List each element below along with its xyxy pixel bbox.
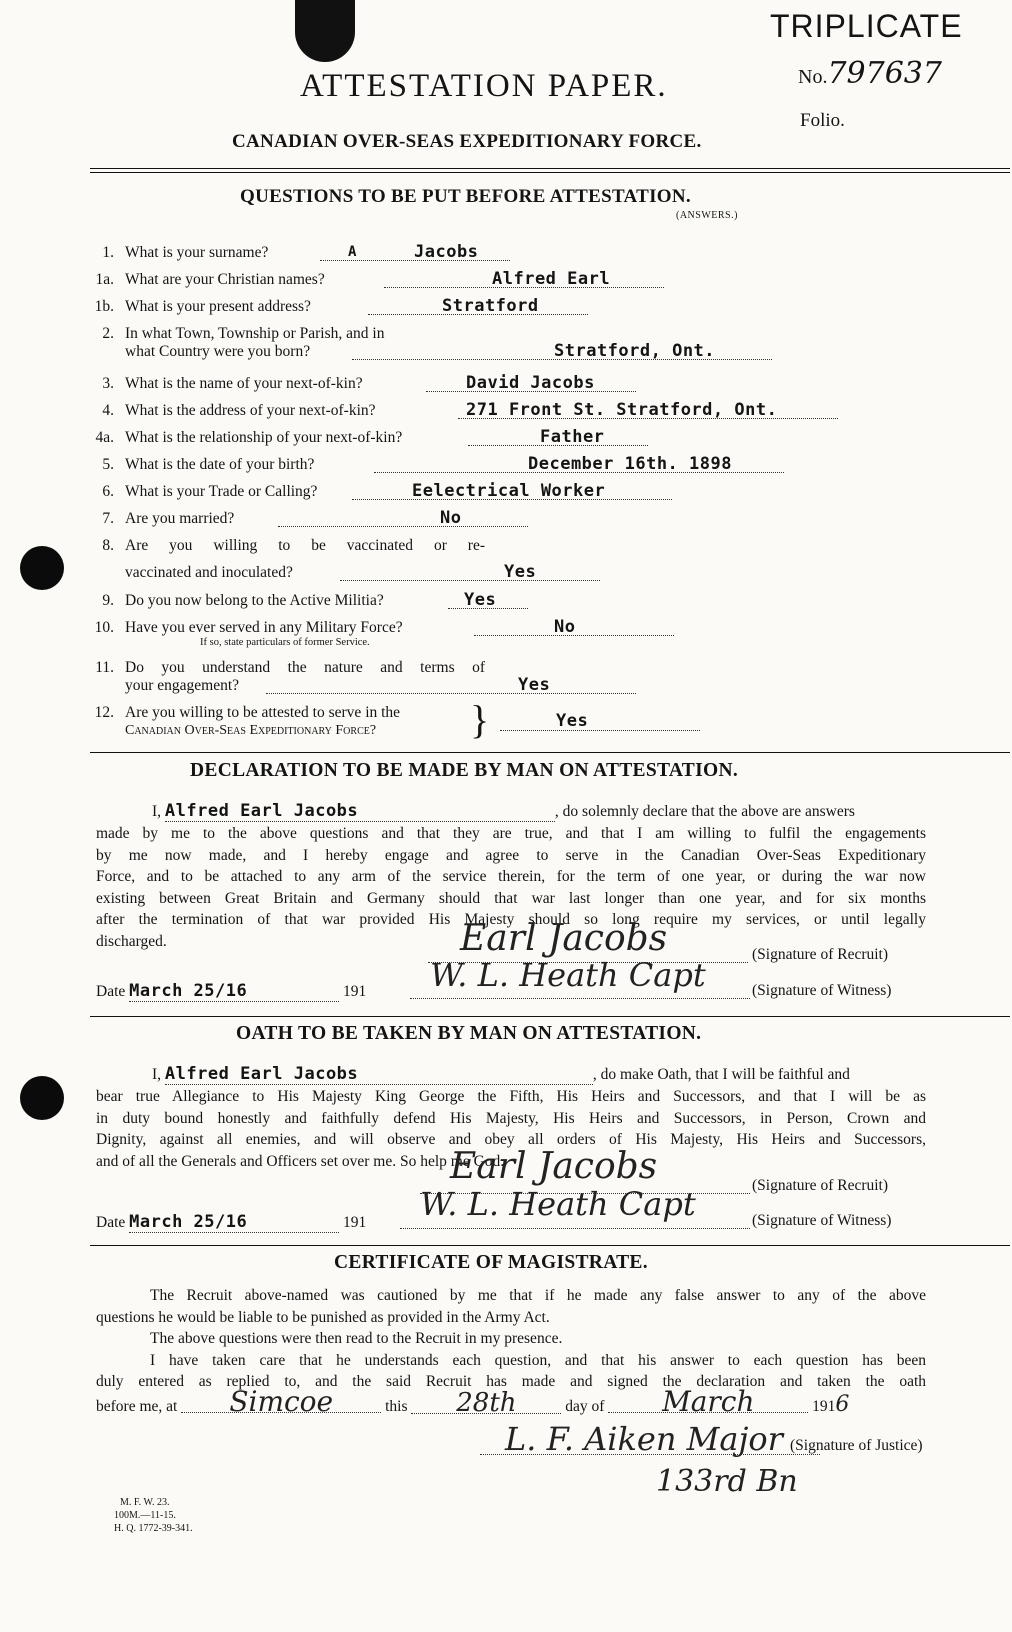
- recruit-signature: Earl Jacobs: [460, 918, 668, 959]
- oath-line: bear true Allegiance to His Majesty King George the Fifth, His Heirs and Successors, and that I will be as: [96, 1088, 926, 1105]
- question-number: 11.: [95, 659, 114, 676]
- answer-willing-to-serve: Yes: [556, 711, 589, 731]
- question-text: What is your Trade or Calling?: [125, 483, 318, 500]
- witness-signature: W. L. Heath Capt: [430, 956, 706, 994]
- section-rule: [90, 1245, 1010, 1246]
- question-text: What is your surname?: [125, 244, 269, 261]
- dotted-line: [500, 730, 700, 731]
- oath-line: Dignity, against all enemies, and will observe and obey all orders of His Majesty, His Heirs and Successors,: [96, 1131, 926, 1148]
- declaration-line: made by me to the above questions and that they are true, and that I am willing to fulfil the engagements: [96, 825, 926, 842]
- form-code: [114, 1496, 193, 1535]
- certificate-place-line: [96, 1385, 850, 1418]
- day-value: 28th: [411, 1393, 561, 1414]
- regimental-number: [798, 56, 942, 91]
- answer-birth-date: December 16th. 1898: [528, 454, 732, 474]
- answer-married: No: [440, 508, 462, 528]
- signature-line: [480, 1454, 820, 1455]
- question-note: If so, state particulars of former Service.: [200, 637, 370, 648]
- question-text: Are you willing to be attested to serve in the: [125, 704, 401, 721]
- date-label: Date: [96, 983, 126, 1000]
- question-number: 10.: [94, 619, 114, 636]
- question-number: 5.: [102, 456, 114, 473]
- certificate-heading: CERTIFICATE OF MAGISTRATE.: [334, 1252, 648, 1273]
- question-number: 4.: [102, 402, 114, 419]
- number-value: 797637: [827, 56, 942, 91]
- force-subtitle: CANADIAN OVER-SEAS EXPEDITIONARY FORCE.: [232, 131, 702, 152]
- question-number: 1b.: [94, 298, 114, 315]
- question-number: 6.: [102, 483, 114, 500]
- answer-understand-terms: Yes: [518, 675, 551, 695]
- justice-signature: L. F. Aiken Major: [505, 1420, 783, 1458]
- question-text: Do you now belong to the Active Militia?: [125, 592, 384, 609]
- header-rule-2: [90, 172, 1010, 173]
- oath-date: [96, 1212, 366, 1233]
- date-value: March 25/16: [129, 981, 339, 1002]
- place-value: Simcoe: [181, 1392, 381, 1413]
- surname-prefix: A: [348, 244, 357, 260]
- header-rule-1: [90, 168, 1010, 169]
- section-rule: [90, 1016, 1010, 1017]
- question-text-cont: your engagement?: [125, 677, 240, 694]
- answer-next-of-kin: David Jacobs: [466, 373, 595, 393]
- question-text: What is the name of your next-of-kin?: [125, 375, 363, 392]
- oath-first-line: [152, 1064, 850, 1085]
- question-text: Do you understand the nature and terms of: [125, 659, 485, 676]
- date-label: Date: [96, 1214, 126, 1231]
- question-text: What is the date of your birth?: [125, 456, 315, 473]
- question-number: 8.: [102, 537, 114, 554]
- question-number: 3.: [102, 375, 114, 392]
- form-code-line: 100M.—11-15.: [114, 1510, 176, 1521]
- year-suffix: 6: [835, 1392, 850, 1417]
- oath-heading: OATH TO BE TAKEN BY MAN ON ATTESTATION.: [236, 1023, 702, 1044]
- date-year: 191: [343, 1214, 367, 1231]
- answer-military-service: No: [554, 617, 576, 637]
- answers-label: (ANSWERS.): [676, 210, 738, 221]
- answer-address: Stratford: [442, 296, 539, 316]
- number-label: No.: [798, 66, 828, 88]
- section-rule: [90, 752, 1010, 753]
- question-number: 7.: [102, 510, 114, 527]
- question-number: 1a.: [95, 271, 114, 288]
- date-value: March 25/16: [129, 1212, 339, 1233]
- declaration-intro: I,: [152, 803, 162, 820]
- folio-label: Folio.: [800, 110, 845, 131]
- declaration-line: after the termination of that war provided His Majesty should so long require my services, or until legally: [96, 911, 926, 928]
- witness-signature-label: (Signature of Witness): [752, 1212, 892, 1229]
- answer-next-of-kin-address: 271 Front St. Stratford, Ont.: [466, 400, 778, 420]
- declaration-line1-rest: , do solemnly declare that the above are answers: [554, 803, 855, 820]
- witness-signature: W. L. Heath Capt: [420, 1185, 696, 1223]
- question-number: 12.: [94, 704, 114, 721]
- certificate-line: questions he would be liable to be punished as provided in the Army Act.: [96, 1308, 550, 1326]
- declaration-heading: DECLARATION TO BE MADE BY MAN ON ATTESTATION.: [190, 760, 739, 781]
- oath-line: and of all the Generals and Officers set over me. So help me God.: [96, 1152, 505, 1170]
- question-text: Are you married?: [125, 510, 235, 527]
- question-text: Are you willing to be vaccinated or re-: [125, 537, 485, 554]
- question-text: What are your Christian names?: [125, 271, 325, 288]
- answer-birthplace: Stratford, Ont.: [554, 341, 716, 361]
- punch-hole-top: [20, 546, 64, 590]
- certificate-line: The Recruit above-named was cautioned by me that if he made any false answer to any of the above: [150, 1287, 926, 1304]
- declaration-line: by me now made, and I hereby engage and agree to serve in the Canadian Over-Seas Expeditionary: [96, 846, 926, 864]
- month-value: March: [608, 1392, 808, 1413]
- binding-mark: [295, 0, 355, 62]
- this-label: this: [385, 1398, 408, 1415]
- declaration-line: Force, and to be attached to any arm of the service therein, for the term of one year, or during the war now: [96, 868, 926, 885]
- oath-intro: I,: [152, 1066, 162, 1083]
- answer-surname: Jacobs: [414, 242, 479, 262]
- questions-heading: QUESTIONS TO BE PUT BEFORE ATTESTATION.: [240, 186, 691, 207]
- answer-trade: Eelectrical Worker: [412, 481, 606, 501]
- year-prefix: 191: [812, 1398, 836, 1415]
- day-of-label: day of: [565, 1398, 605, 1415]
- question-number: 1.: [102, 244, 114, 261]
- question-text-cont: vaccinated and inoculated?: [125, 564, 293, 581]
- recruit-signature-label: (Signature of Recruit): [752, 946, 889, 963]
- witness-signature-label: (Signature of Witness): [752, 982, 892, 999]
- triplicate-stamp: TRIPLICATE: [770, 8, 963, 44]
- question-number: 9.: [102, 592, 114, 609]
- certificate-line: The above questions were then read to the Recruit in my presence.: [150, 1330, 563, 1347]
- question-text: What is the address of your next-of-kin?: [125, 402, 376, 419]
- question-text: Have you ever served in any Military Force?: [125, 619, 403, 636]
- date-year: 191: [343, 983, 367, 1000]
- oath-name: Alfred Earl Jacobs: [165, 1064, 593, 1085]
- question-text: What is your present address?: [125, 298, 311, 315]
- form-code-line: M. F. W. 23.: [120, 1497, 170, 1508]
- certificate-line: I have taken care that he understands each question, and that his answer to each question has been: [150, 1351, 926, 1369]
- declaration-first-line: [152, 801, 855, 822]
- declaration-line: existing between Great Britain and Germany should that war last longer than one year, and for six months: [96, 889, 926, 907]
- brace: }: [470, 697, 490, 742]
- dotted-line: [266, 693, 636, 694]
- question-number: 4a.: [95, 429, 114, 446]
- answer-relationship: Father: [540, 427, 605, 447]
- declaration-date: [96, 981, 366, 1002]
- certificate-body: [96, 1285, 926, 1393]
- declaration-line: discharged.: [96, 932, 167, 950]
- declaration-name: Alfred Earl Jacobs: [165, 801, 555, 822]
- question-text: In what Town, Township or Parish, and in: [125, 325, 385, 342]
- form-code-line: H. Q. 1772-39-341.: [114, 1523, 193, 1534]
- signature-line: [410, 998, 750, 999]
- answer-vaccinated: Yes: [504, 562, 537, 582]
- battalion-note: 133rd Bn: [656, 1464, 798, 1499]
- question-text-cont: Canadian Over-Seas Expeditionary Force?: [125, 723, 377, 738]
- certificate-line: duly entered as replied to, and the said Recruit has made and signed the declaration and taken the oath: [96, 1373, 926, 1390]
- oath-line: in duty bound honestly and faithfully defend His Majesty, His Heirs and Successors, in Person, Crown and: [96, 1109, 926, 1127]
- document-title: ATTESTATION PAPER.: [300, 68, 668, 104]
- answer-christian-names: Alfred Earl: [492, 269, 611, 289]
- question-text: What is the relationship of your next-of-kin?: [125, 429, 403, 446]
- recruit-signature: Earl Jacobs: [450, 1146, 658, 1187]
- recruit-signature-label: (Signature of Recruit): [752, 1177, 889, 1194]
- punch-hole-bottom: [20, 1076, 64, 1120]
- justice-signature-label: (Signature of Justice): [790, 1437, 923, 1454]
- signature-line: [400, 1228, 750, 1229]
- question-text-cont: what Country were you born?: [125, 343, 311, 360]
- dotted-line: [278, 526, 528, 527]
- answer-militia: Yes: [464, 590, 497, 610]
- question-number: 2.: [102, 325, 114, 342]
- dotted-line: [340, 580, 600, 581]
- oath-line1-rest: , do make Oath, that I will be faithful and: [592, 1066, 850, 1083]
- before-me-label: before me, at: [96, 1398, 178, 1415]
